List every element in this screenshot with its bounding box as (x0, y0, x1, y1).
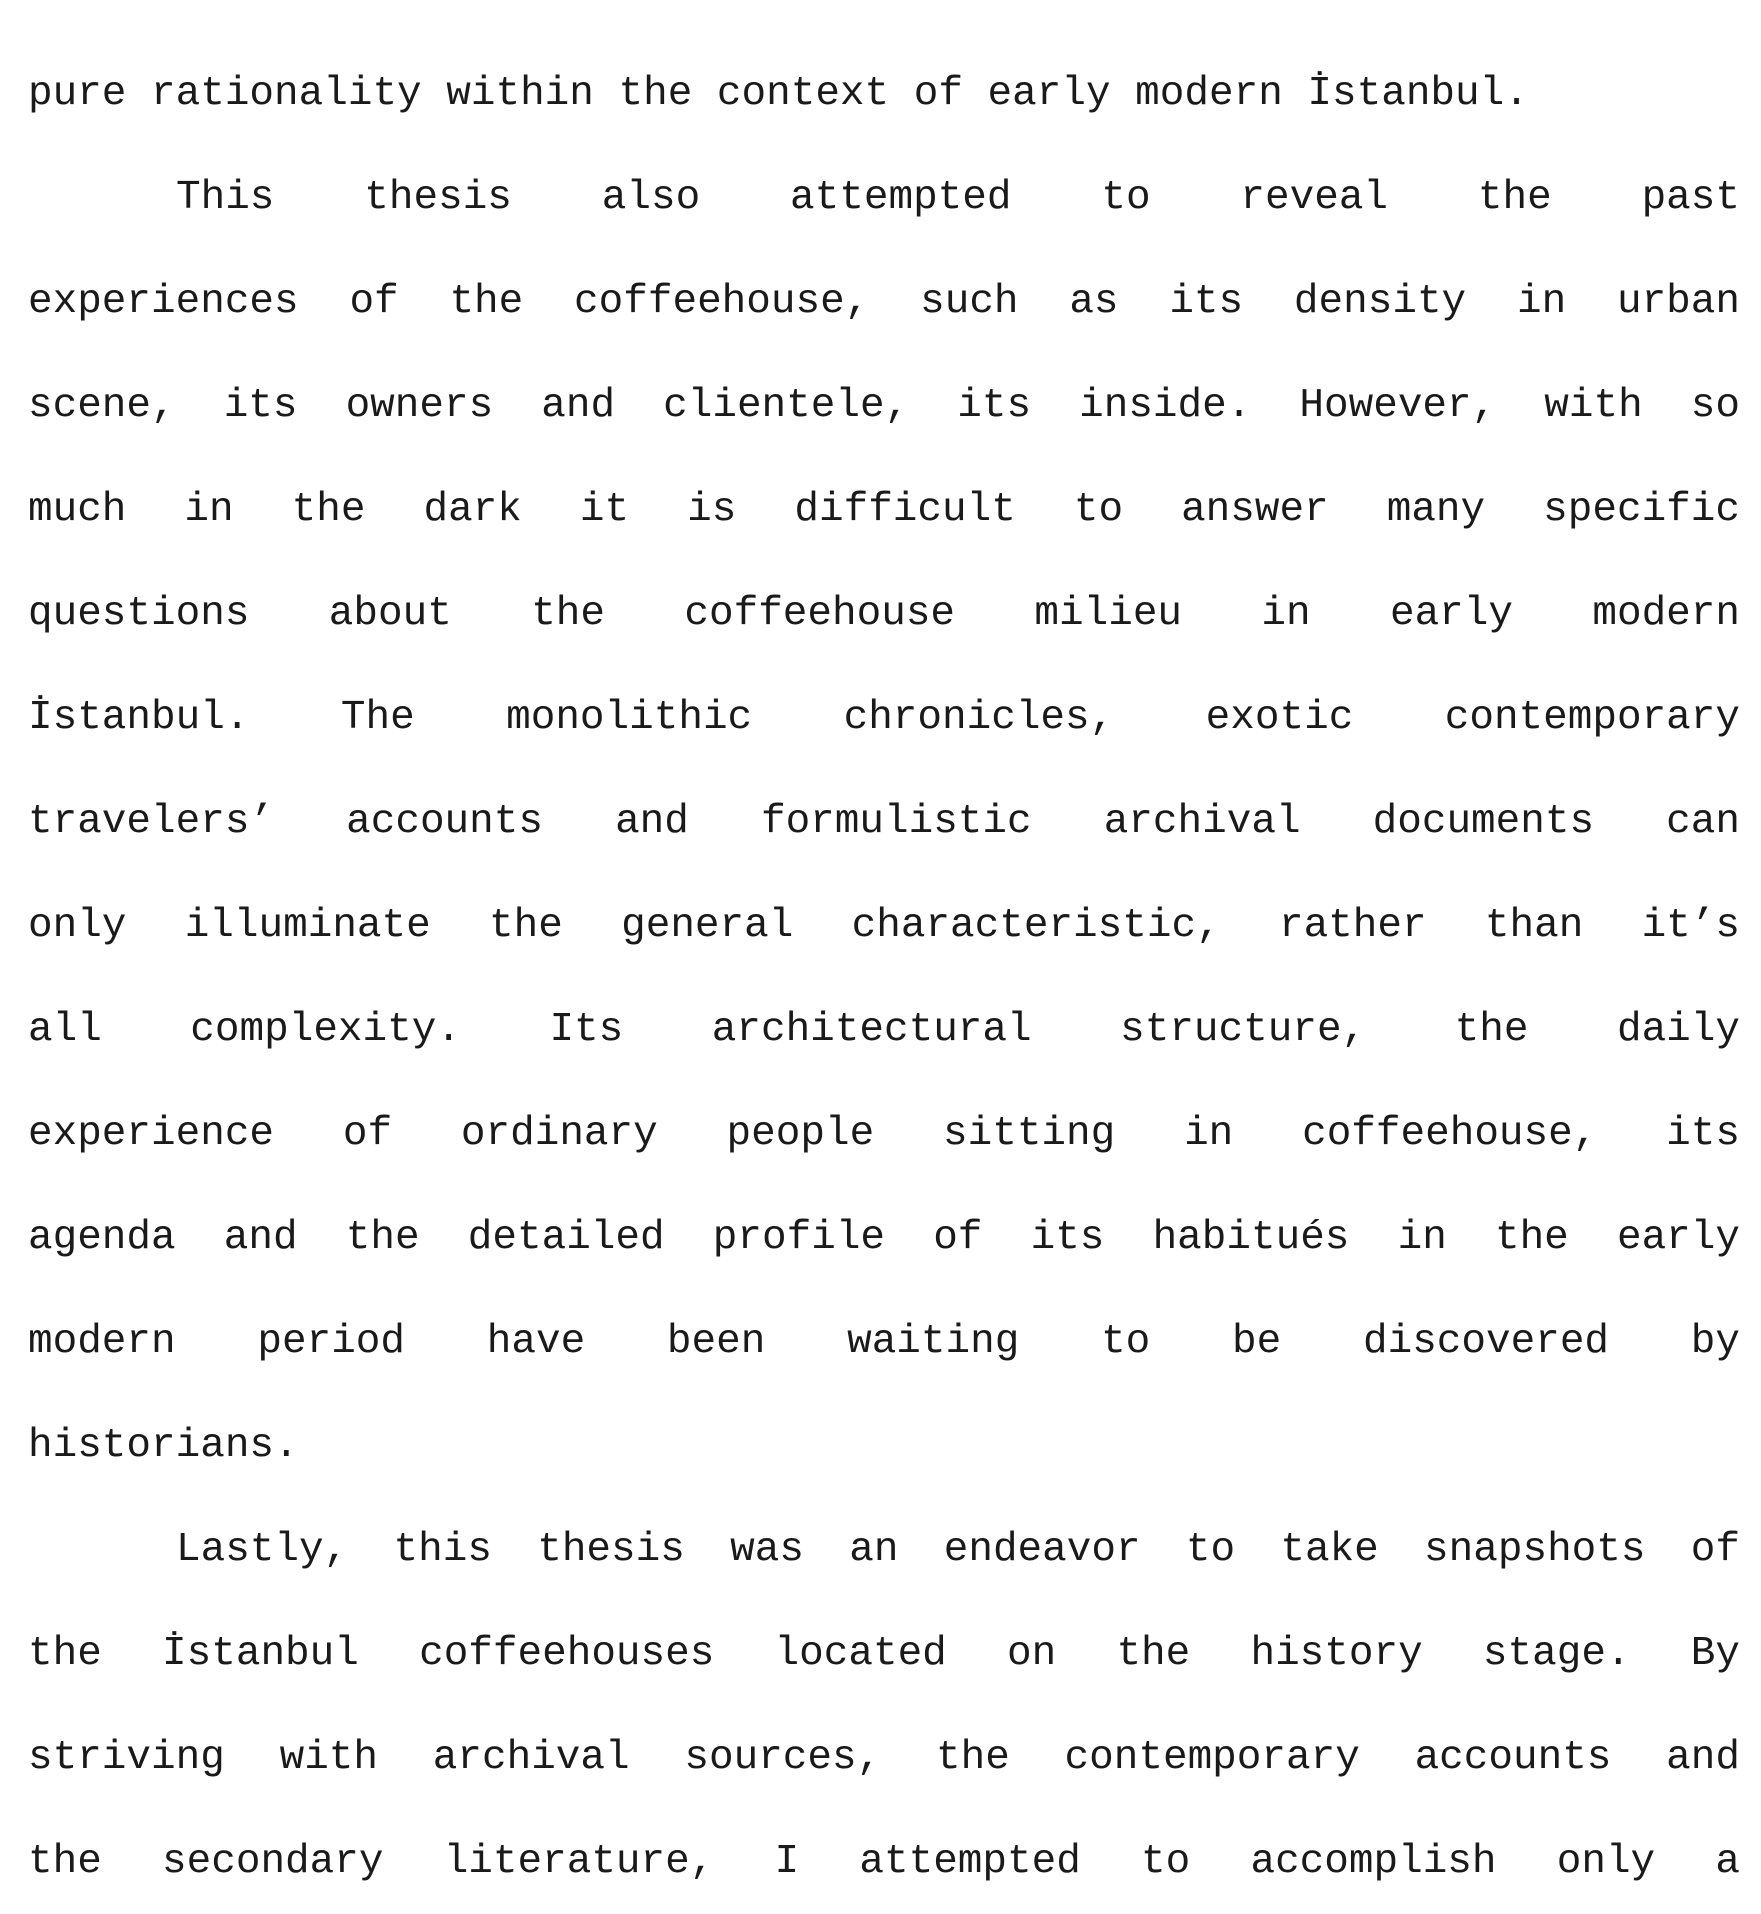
text-line: the secondary literature, I attempted to accomplish only a (28, 1839, 1740, 1885)
text-line: the İstanbul coffeehouses located on the history stage. By (28, 1631, 1740, 1677)
text-line: scene, its owners and clientele, its inside. However, with so (28, 383, 1740, 429)
text-line: travelers’ accounts and formulistic archival documents can (28, 799, 1740, 845)
text-line: only illuminate the general characteristic, rather than it’s (28, 903, 1740, 949)
text-line: pure rationality within the context of early modern İstanbul. (28, 71, 1529, 117)
text-line: modern period have been waiting to be discovered by (28, 1319, 1740, 1365)
paragraph-first-line: This thesis also attempted to reveal the past (176, 175, 1740, 221)
text-line: much in the dark it is difficult to answer many specific (28, 487, 1740, 533)
text-line: İstanbul. The monolithic chronicles, exotic contemporary (28, 695, 1740, 741)
paragraph-last-line: historians. (28, 1423, 299, 1469)
text-line: experiences of the coffeehouse, such as its density in urban (28, 279, 1740, 325)
document-page (28, 42, 1740, 1914)
paragraph-first-line: Lastly, this thesis was an endeavor to take snapshots of (176, 1527, 1740, 1573)
text-line: experience of ordinary people sitting in coffeehouse, its (28, 1111, 1740, 1157)
text-line: striving with archival sources, the contemporary accounts and (28, 1735, 1740, 1781)
text-line: all complexity. Its architectural structure, the daily (28, 1007, 1740, 1053)
text-line: questions about the coffeehouse milieu in early modern (28, 591, 1740, 637)
text-line: agenda and the detailed profile of its habitués in the early (28, 1215, 1740, 1261)
